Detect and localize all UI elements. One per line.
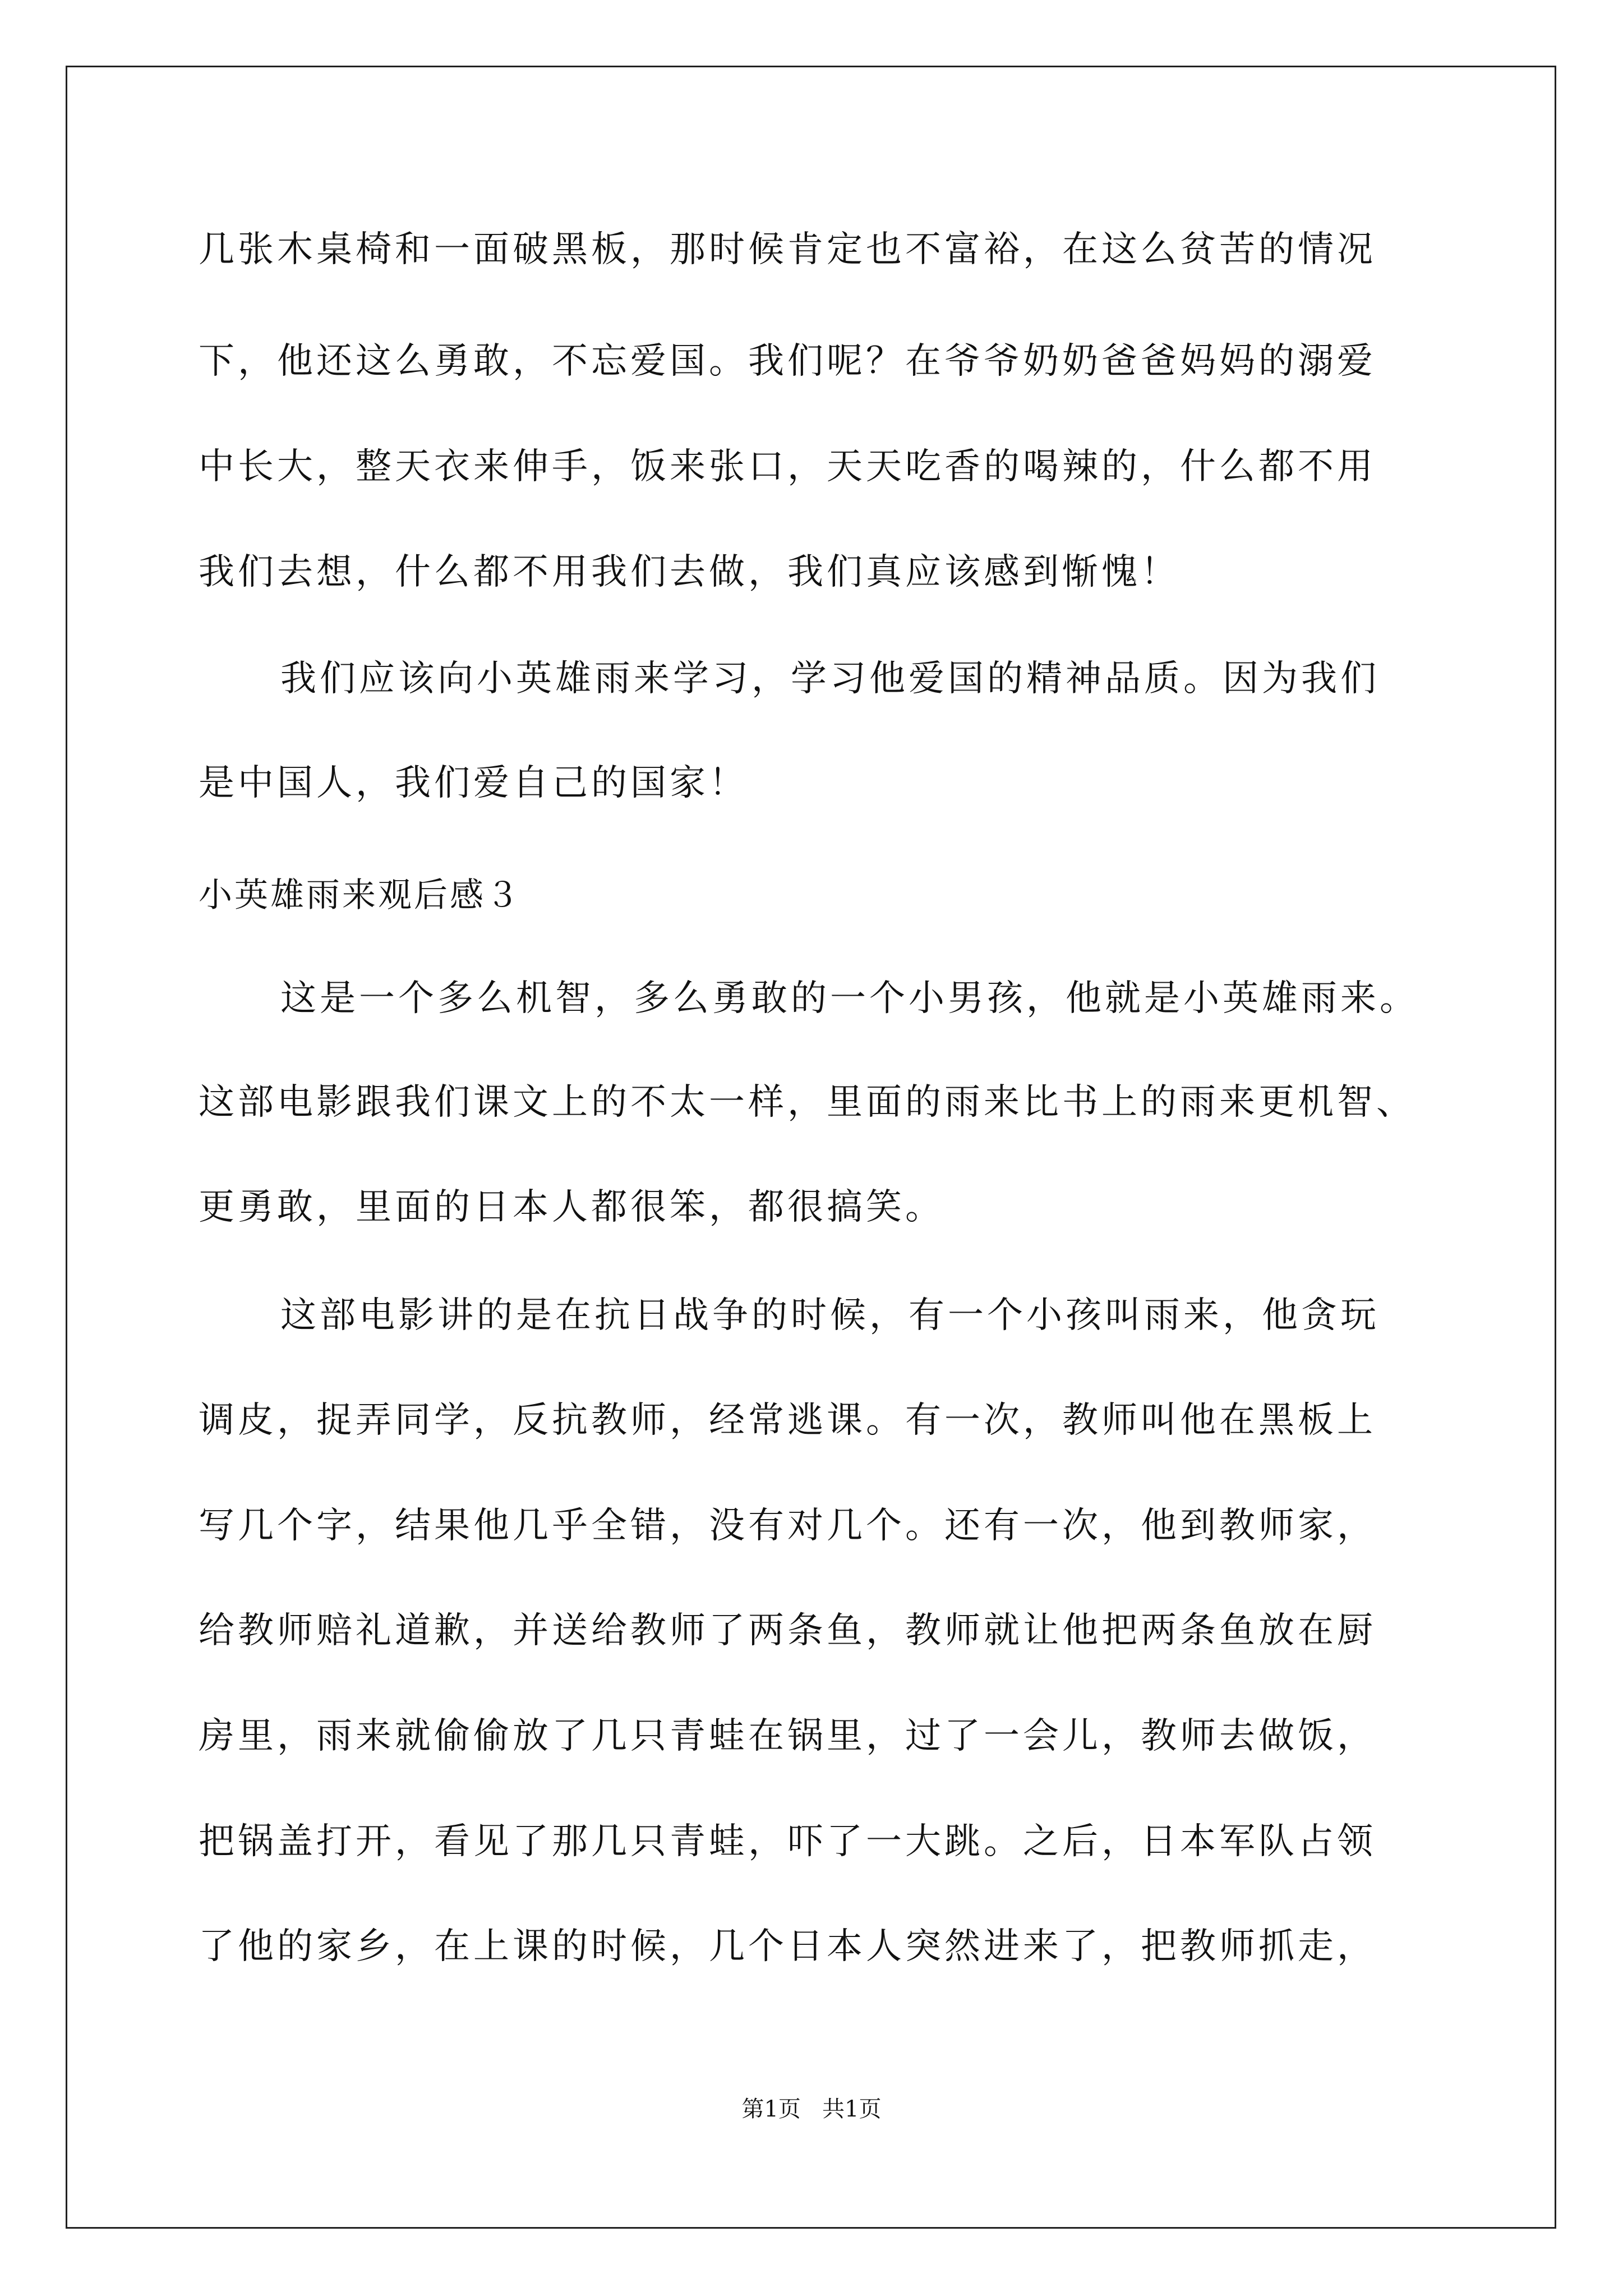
text-line: 把锅盖打开，看见了那几只青蛙，吓了一大跳。之后，日本军队占领: [199, 1821, 1376, 1862]
text-line: 写几个字，结果他几乎全错，没有对几个。还有一次，他到教师家，: [199, 1505, 1376, 1547]
page-footer: 第1页 共1页: [741, 2096, 882, 2122]
text-line: 几张木桌椅和一面破黑板，那时候肯定也不富裕，在这么贫苦的情况: [199, 229, 1376, 270]
text-line: 中长大，整天衣来伸手，饭来张口，天天吃香的喝辣的，什么都不用: [199, 446, 1376, 487]
section-title: 小英雄雨来观后感３: [199, 876, 522, 915]
text-line: 更勇敢，里面的日本人都很笨，都很搞笑。: [199, 1186, 944, 1228]
text-line: 这部电影跟我们课文上的不太一样，里面的雨来比书上的雨来更机智、: [199, 1082, 1415, 1123]
text-line: 这是一个多么机智，多么勇敢的一个小男孩，他就是小英雄雨来。: [280, 978, 1419, 1019]
text-line: 调皮，捉弄同学，反抗教师，经常逃课。有一次，教师叫他在黑板上: [199, 1400, 1376, 1441]
text-line: 房里，雨来就偷偷放了几只青蛙在锅里，过了一会儿，教师去做饭，: [199, 1715, 1376, 1757]
text-line: 下，他还这么勇敢，不忘爱国。我们呢？在爷爷奶奶爸爸妈妈的溺爱: [199, 341, 1376, 382]
text-line: 我们应该向小英雄雨来学习，学习他爱国的精神品质。因为我们: [280, 658, 1380, 700]
text-line: 这部电影讲的是在抗日战争的时候，有一个小孩叫雨来，他贪玩: [280, 1295, 1380, 1336]
text-line: 了他的家乡，在上课的时候，几个日本人突然进来了，把教师抓走，: [199, 1926, 1376, 1967]
page-border: [66, 66, 1556, 2229]
text-line: 我们去想，什么都不用我们去做，我们真应该感到惭愧！: [199, 551, 1180, 593]
text-line: 是中国人，我们爱自己的国家！: [199, 762, 748, 804]
text-line: 给教师赔礼道歉，并送给教师了两条鱼，教师就让他把两条鱼放在厨: [199, 1610, 1376, 1651]
